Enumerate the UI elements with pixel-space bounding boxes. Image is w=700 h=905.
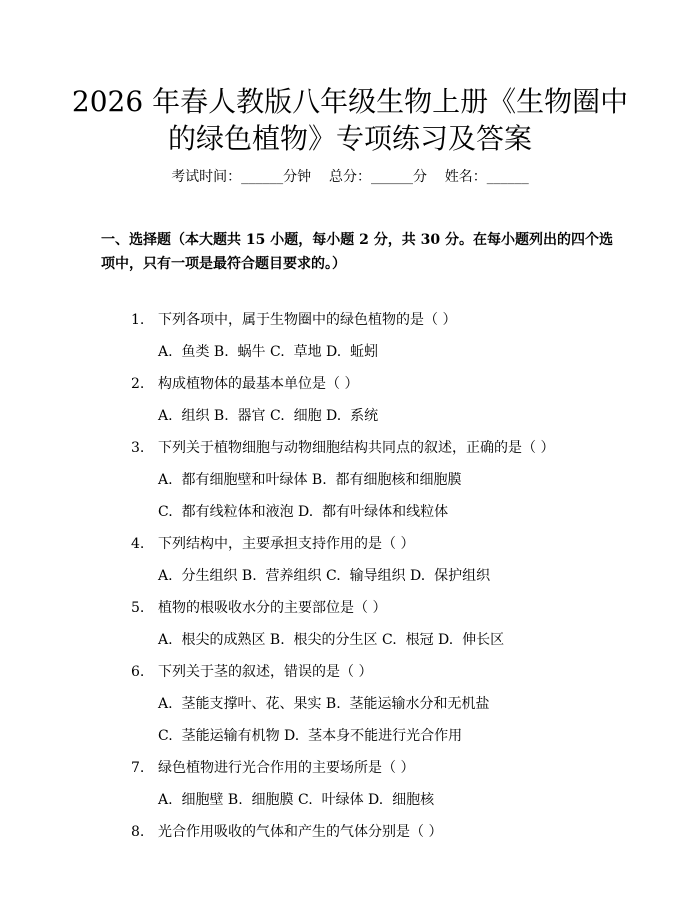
- question-5: [131, 598, 386, 618]
- question-text: 下列关于茎的叙述，错误的是（ ）: [158, 664, 373, 680]
- question-4: [131, 534, 414, 554]
- question-3-options-row-1: A. 都有细胞壁和叶绿体 B. 都有细胞核和细胞膜: [158, 472, 462, 488]
- question-number: 7.: [131, 760, 145, 776]
- page-title-line-1: 2026 年春人教版八年级生物上册《生物圈中: [71, 85, 629, 118]
- question-1-options: A. 鱼类 B. 蜗牛 C. 草地 D. 蚯蚓: [158, 344, 379, 360]
- question-6-options-row-2: C. 茎能运输有机物 D. 茎本身不能进行光合作用: [158, 728, 463, 744]
- question-text: 下列关于植物细胞与动物细胞结构共同点的叙述，正确的是（ ）: [158, 440, 555, 456]
- question-number: 6.: [131, 664, 145, 680]
- question-1: [131, 310, 456, 330]
- question-4-options: A. 分生组织 B. 营养组织 C. 输导组织 D. 保护组织: [158, 568, 491, 584]
- page-title-line-2: 的绿色植物》专项练习及答案: [167, 122, 532, 155]
- question-6: [131, 662, 372, 682]
- question-number: 1.: [131, 312, 145, 328]
- question-text: 光合作用吸收的气体和产生的气体分别是（ ）: [158, 824, 443, 840]
- question-2-options: A. 组织 B. 器官 C. 细胞 D. 系统: [158, 408, 379, 424]
- question-2: [131, 374, 358, 394]
- question-3-options-row-2: C. 都有线粒体和液泡 D. 都有叶绿体和线粒体: [158, 504, 449, 520]
- question-number: 2.: [131, 376, 145, 392]
- question-number: 5.: [131, 600, 145, 616]
- question-text: 下列结构中，主要承担支持作用的是（ ）: [158, 536, 415, 552]
- exam-info-line: 考试时间：______分钟 总分：______分 姓名：______: [171, 169, 529, 185]
- question-text: 下列各项中，属于生物圈中的绿色植物的是（ ）: [158, 312, 457, 328]
- question-7-options: A. 细胞壁 B. 细胞膜 C. 叶绿体 D. 细胞核: [158, 792, 435, 808]
- question-text: 构成植物体的最基本单位是（ ）: [158, 376, 359, 392]
- section-heading: 一、选择题（本大题共 15 小题，每小题 2 分，共 30 分。在每小题列出的四个选项中，只有一项是最符合题目要求的。）: [101, 232, 613, 272]
- question-8: [131, 822, 442, 842]
- question-3: [131, 438, 554, 458]
- question-text: 植物的根吸收水分的主要部位是（ ）: [158, 600, 387, 616]
- question-7: [131, 758, 414, 778]
- question-number: 8.: [131, 824, 145, 840]
- question-text: 绿色植物进行光合作用的主要场所是（ ）: [158, 760, 415, 776]
- question-6-options-row-1: A. 茎能支撑叶、花、果实 B. 茎能运输水分和无机盐: [158, 696, 490, 712]
- question-5-options: A. 根尖的成熟区 B. 根尖的分生区 C. 根冠 D. 伸长区: [158, 632, 505, 648]
- question-number: 4.: [131, 536, 145, 552]
- question-number: 3.: [131, 440, 145, 456]
